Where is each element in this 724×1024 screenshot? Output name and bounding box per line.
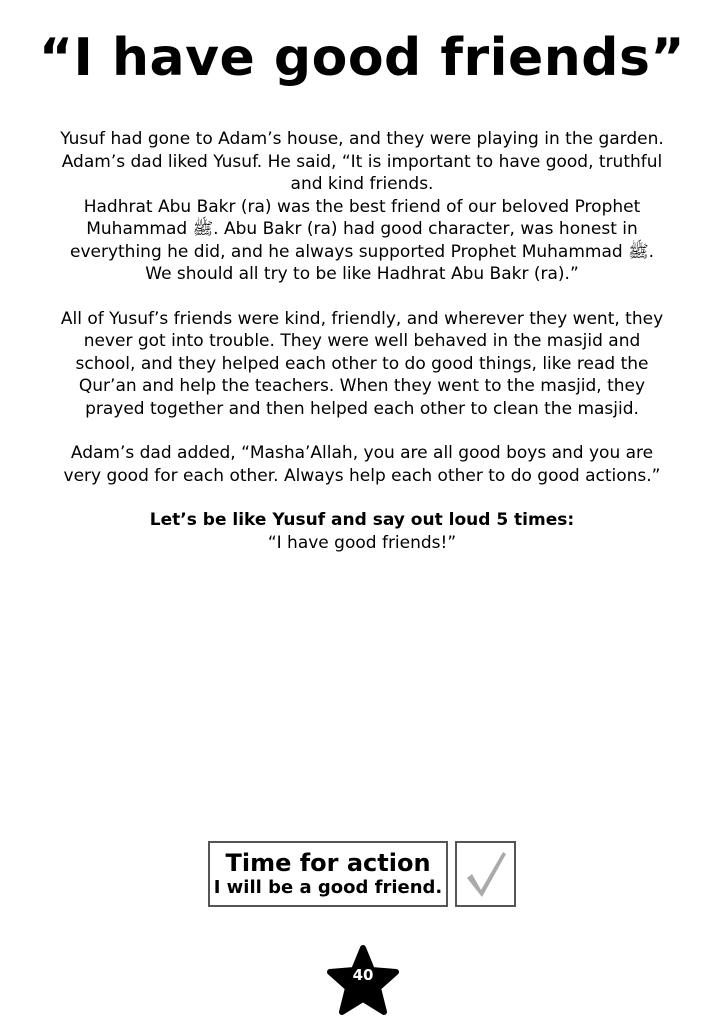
call-to-action [58, 509, 666, 554]
checkmark-icon [464, 848, 508, 900]
text-line: very good for each other. Always help each other to do good actions.” [63, 465, 661, 486]
text-line: never got into trouble. They were well behaved in the masjid and [83, 331, 641, 351]
paragraph-3 [58, 442, 666, 487]
text-line: We should all try to be like Hadhrat Abu Bakr (ra).” [145, 264, 579, 284]
text-line: All of Yusuf’s friends were kind, friendly, and wherever they went, they [60, 308, 664, 329]
story-text [58, 128, 666, 576]
text-line: Adam’s dad added, “Masha’Allah, you are all good boys and you are [70, 443, 654, 463]
text-line: Adam’s dad liked Yusuf. He said, “It is important to have good, truthful [61, 151, 663, 172]
text-line: Hadhrat Abu Bakr (ra) was the best friend of our beloved Prophet [83, 196, 641, 217]
text-line: prayed together and then helped each other to clean the masjid. [85, 398, 639, 419]
paragraph-1 [58, 128, 666, 286]
text-line: everything he did, and he always supported Prophet Muhammad ﷺ. [69, 241, 655, 262]
text-line: Muhammad ﷺ. Abu Bakr (ra) had good character, was honest in [86, 219, 638, 239]
page-number: 40 [352, 966, 374, 984]
time-for-action-box [208, 841, 448, 907]
text-line: school, and they helped each other to do good things, like read the [75, 353, 649, 374]
text-line: and kind friends. [290, 174, 434, 194]
cta-phrase: “I have good friends!” [267, 532, 457, 553]
cta-instruction: Let’s be like Yusuf and say out loud 5 times: [149, 510, 575, 530]
text-line: Yusuf had gone to Adam’s house, and they were playing in the garden. [60, 129, 664, 149]
action-subtitle: I will be a good friend. [213, 877, 443, 898]
text-line: Qur’an and help the teachers. When they went to the masjid, they [78, 376, 646, 396]
action-title: Time for action [225, 849, 431, 877]
paragraph-2 [58, 308, 666, 421]
completion-checkbox[interactable] [455, 841, 516, 907]
page-title: “I have good friends” [38, 28, 686, 88]
